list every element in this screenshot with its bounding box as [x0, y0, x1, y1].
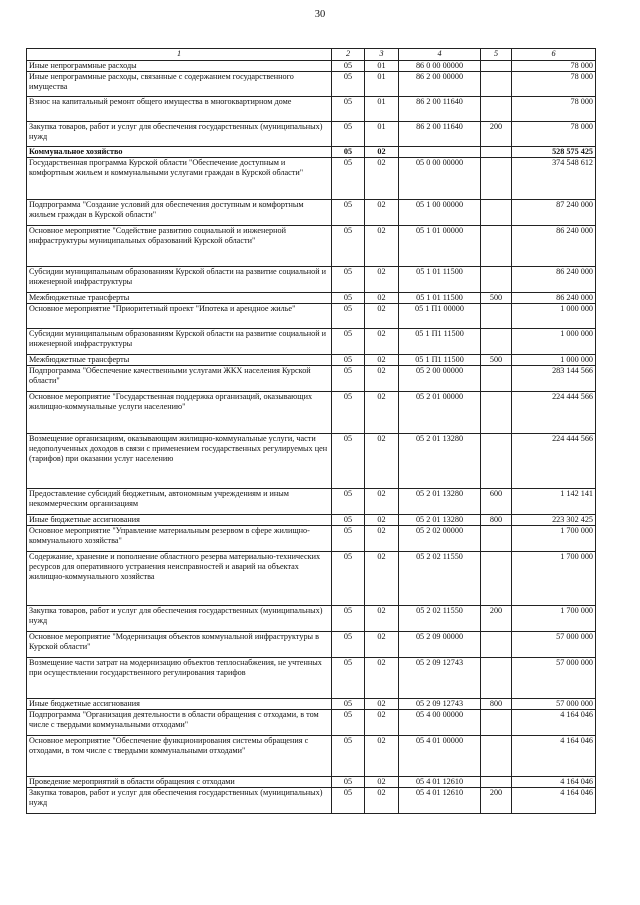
- header-col-6: 6: [512, 49, 596, 61]
- cell-subsection: 02: [365, 147, 399, 158]
- cell-expense-type: [481, 147, 512, 158]
- cell-name: Государственная программа Курской области "Обеспечение доступным и комфортным жильем и коммунальными услугами граждан в Курской области": [27, 158, 332, 200]
- cell-subsection: 02: [365, 366, 399, 392]
- cell-amount: 87 240 000: [512, 200, 596, 226]
- cell-section: 05: [332, 267, 365, 293]
- cell-subsection: 02: [365, 736, 399, 777]
- cell-subsection: 02: [365, 355, 399, 366]
- cell-name: Иные бюджетные ассигнования: [27, 515, 332, 526]
- cell-amount: 224 444 566: [512, 392, 596, 434]
- cell-subsection: 02: [365, 434, 399, 489]
- cell-section: 05: [332, 226, 365, 267]
- cell-name: Содержание, хранение и пополнение областного резерва материально-технических ресурсов для оперативного устранения неисправностей и аварий на объектах жилищно-коммунального хозяйства: [27, 552, 332, 606]
- cell-target-article: 05 2 09 12743: [399, 658, 481, 699]
- table-row: [27, 632, 596, 658]
- cell-name: Основное мероприятие "Управление материальным резервом в сфере жилищно-коммунального хозяйства": [27, 526, 332, 552]
- table-body: [27, 61, 596, 814]
- table-row: [27, 777, 596, 788]
- cell-subsection: 02: [365, 200, 399, 226]
- cell-target-article: 05 1 П1 11500: [399, 329, 481, 355]
- cell-expense-type: [481, 61, 512, 72]
- table-row: [27, 72, 596, 97]
- cell-target-article: 05 4 00 00000: [399, 710, 481, 736]
- page-number: 30: [314, 9, 326, 20]
- cell-subsection: 02: [365, 710, 399, 736]
- cell-subsection: 02: [365, 632, 399, 658]
- cell-target-article: 05 1 01 11500: [399, 267, 481, 293]
- table-row: [27, 552, 596, 606]
- cell-expense-type: [481, 777, 512, 788]
- cell-expense-type: 600: [481, 489, 512, 515]
- cell-expense-type: 500: [481, 293, 512, 304]
- cell-name: Возмещение части затрат на модернизацию объектов теплоснабжения, не учтенных при осуществлении государственного регулирования тарифов: [27, 658, 332, 699]
- cell-amount: 4 164 046: [512, 736, 596, 777]
- cell-expense-type: 200: [481, 122, 512, 147]
- header-col-3: 3: [365, 49, 399, 61]
- cell-target-article: 05 2 09 00000: [399, 632, 481, 658]
- cell-amount: 4 164 046: [512, 777, 596, 788]
- cell-target-article: 05 2 00 00000: [399, 366, 481, 392]
- cell-amount: 1 700 000: [512, 526, 596, 552]
- cell-expense-type: [481, 392, 512, 434]
- cell-name: Подпрограмма "Обеспечение качественными услугами ЖКХ населения Курской области": [27, 366, 332, 392]
- cell-expense-type: [481, 267, 512, 293]
- cell-amount: 86 240 000: [512, 226, 596, 267]
- cell-section: 05: [332, 552, 365, 606]
- cell-expense-type: [481, 632, 512, 658]
- cell-section: 05: [332, 658, 365, 699]
- table-row: [27, 434, 596, 489]
- cell-amount: 78 000: [512, 97, 596, 122]
- cell-target-article: 05 2 01 00000: [399, 392, 481, 434]
- cell-name: Проведение мероприятий в области обращения с отходами: [27, 777, 332, 788]
- cell-expense-type: [481, 329, 512, 355]
- cell-section: 05: [332, 788, 365, 814]
- cell-target-article: 05 2 09 12743: [399, 699, 481, 710]
- table-row: [27, 226, 596, 267]
- cell-amount: 78 000: [512, 72, 596, 97]
- cell-section: 05: [332, 515, 365, 526]
- cell-section: 05: [332, 736, 365, 777]
- cell-target-article: 05 2 01 13280: [399, 515, 481, 526]
- cell-section: 05: [332, 304, 365, 329]
- cell-section: 05: [332, 200, 365, 226]
- cell-expense-type: [481, 97, 512, 122]
- cell-amount: 1 000 000: [512, 304, 596, 329]
- cell-section: 05: [332, 526, 365, 552]
- table-row: [27, 147, 596, 158]
- cell-target-article: 05 1 01 11500: [399, 293, 481, 304]
- table-row: [27, 699, 596, 710]
- cell-name: Иные непрограммные расходы, связанные с содержанием государственного имущества: [27, 72, 332, 97]
- cell-subsection: 02: [365, 267, 399, 293]
- cell-amount: 4 164 046: [512, 710, 596, 736]
- cell-target-article: 05 4 01 00000: [399, 736, 481, 777]
- table-row: [27, 304, 596, 329]
- cell-expense-type: [481, 434, 512, 489]
- cell-section: 05: [332, 355, 365, 366]
- cell-name: Подпрограмма "Организация деятельности в области обращения с отходами, в том числе с твердыми коммунальными отходами": [27, 710, 332, 736]
- cell-name: Основное мероприятие "Государственная поддержка организаций, оказывающих жилищно-коммунальные услуги населению": [27, 392, 332, 434]
- cell-section: 05: [332, 489, 365, 515]
- header-col-2: 2: [332, 49, 365, 61]
- cell-section: 05: [332, 61, 365, 72]
- cell-target-article: 05 2 01 13280: [399, 489, 481, 515]
- cell-target-article: 05 2 02 00000: [399, 526, 481, 552]
- cell-expense-type: 200: [481, 606, 512, 632]
- table-row: [27, 122, 596, 147]
- cell-section: 05: [332, 293, 365, 304]
- cell-name: Подпрограмма "Создание условий для обеспечения доступным и комфортным жильем граждан в Курской области": [27, 200, 332, 226]
- cell-target-article: 05 4 01 12610: [399, 788, 481, 814]
- cell-target-article: 05 1 П1 11500: [399, 355, 481, 366]
- cell-amount: 224 444 566: [512, 434, 596, 489]
- cell-name: Межбюджетные трансферты: [27, 293, 332, 304]
- cell-name: Основное мероприятие "Приоритетный проект "Ипотека и арендное жилье": [27, 304, 332, 329]
- cell-section: 05: [332, 147, 365, 158]
- cell-subsection: 01: [365, 61, 399, 72]
- cell-section: 05: [332, 710, 365, 736]
- cell-name: Иные непрограммные расходы: [27, 61, 332, 72]
- table-header-row: [27, 49, 596, 61]
- table-row: [27, 329, 596, 355]
- cell-name: Межбюджетные трансферты: [27, 355, 332, 366]
- cell-amount: 57 000 000: [512, 632, 596, 658]
- cell-section: 05: [332, 606, 365, 632]
- cell-expense-type: [481, 366, 512, 392]
- cell-target-article: 86 0 00 00000: [399, 61, 481, 72]
- table-row: [27, 392, 596, 434]
- cell-subsection: 02: [365, 158, 399, 200]
- cell-name: Субсидии муниципальным образованиям Курской области на развитие социальной и инженерной инфраструктуры: [27, 329, 332, 355]
- cell-expense-type: 800: [481, 515, 512, 526]
- cell-subsection: 02: [365, 293, 399, 304]
- cell-amount: 1 142 141: [512, 489, 596, 515]
- cell-name: Коммунальное хозяйство: [27, 147, 332, 158]
- cell-expense-type: [481, 658, 512, 699]
- cell-subsection: 02: [365, 788, 399, 814]
- cell-expense-type: [481, 710, 512, 736]
- cell-subsection: 02: [365, 552, 399, 606]
- cell-section: 05: [332, 366, 365, 392]
- cell-name: Основное мероприятие "Обеспечение функционирования системы обращения с отходами, в том числе с твердыми коммунальными отходами": [27, 736, 332, 777]
- cell-subsection: 02: [365, 526, 399, 552]
- cell-name: Взнос на капитальный ремонт общего имущества в многоквартирном доме: [27, 97, 332, 122]
- cell-expense-type: [481, 200, 512, 226]
- cell-subsection: 02: [365, 515, 399, 526]
- cell-expense-type: 800: [481, 699, 512, 710]
- cell-expense-type: [481, 304, 512, 329]
- cell-expense-type: 500: [481, 355, 512, 366]
- cell-subsection: 01: [365, 122, 399, 147]
- cell-name: Закупка товаров, работ и услуг для обеспечения государственных (муниципальных) нужд: [27, 788, 332, 814]
- cell-target-article: 05 1 П1 00000: [399, 304, 481, 329]
- cell-section: 05: [332, 632, 365, 658]
- cell-name: Основное мероприятие "Содействие развитию социальной и инженерной инфраструктуры муниципальных образований Курской области": [27, 226, 332, 267]
- cell-section: 05: [332, 122, 365, 147]
- cell-expense-type: [481, 226, 512, 267]
- cell-subsection: 01: [365, 97, 399, 122]
- header-col-5: 5: [481, 49, 512, 61]
- cell-name: Субсидии муниципальным образованиям Курской области на развитие социальной и инженерной инфраструктуры: [27, 267, 332, 293]
- cell-expense-type: [481, 552, 512, 606]
- table-row: [27, 61, 596, 72]
- header-col-1: 1: [27, 49, 332, 61]
- cell-amount: 528 575 425: [512, 147, 596, 158]
- cell-target-article: 05 0 00 00000: [399, 158, 481, 200]
- cell-section: 05: [332, 434, 365, 489]
- table-row: [27, 97, 596, 122]
- cell-amount: 1 700 000: [512, 552, 596, 606]
- cell-target-article: [399, 147, 481, 158]
- cell-expense-type: 200: [481, 788, 512, 814]
- cell-subsection: 02: [365, 304, 399, 329]
- cell-name: Возмещение организациям, оказывающим жилищно-коммунальные услуги, части недополученных доходов в связи с применением государственных регулируемых цен (тарифов) при оказании услуг населению: [27, 434, 332, 489]
- table-row: [27, 267, 596, 293]
- cell-name: Закупка товаров, работ и услуг для обеспечения государственных (муниципальных) нужд: [27, 122, 332, 147]
- cell-expense-type: [481, 158, 512, 200]
- table-row: [27, 606, 596, 632]
- cell-target-article: 05 1 00 00000: [399, 200, 481, 226]
- cell-amount: 1 000 000: [512, 355, 596, 366]
- cell-expense-type: [481, 72, 512, 97]
- table-row: [27, 293, 596, 304]
- cell-name: Закупка товаров, работ и услуг для обеспечения государственных (муниципальных) нужд: [27, 606, 332, 632]
- cell-subsection: 02: [365, 329, 399, 355]
- cell-target-article: 86 2 00 00000: [399, 72, 481, 97]
- cell-section: 05: [332, 72, 365, 97]
- table-row: [27, 658, 596, 699]
- cell-name: Предоставление субсидий бюджетным, автономным учреждениям и иным некоммерческим организациям: [27, 489, 332, 515]
- cell-target-article: 05 1 01 00000: [399, 226, 481, 267]
- budget-table: [26, 48, 596, 814]
- table-row: [27, 158, 596, 200]
- cell-subsection: 02: [365, 489, 399, 515]
- cell-name: Основное мероприятие "Модернизация объектов коммунальной инфраструктуры в Курской области": [27, 632, 332, 658]
- table-row: [27, 736, 596, 777]
- cell-section: 05: [332, 392, 365, 434]
- cell-amount: 86 240 000: [512, 267, 596, 293]
- cell-section: 05: [332, 329, 365, 355]
- cell-section: 05: [332, 777, 365, 788]
- cell-amount: 78 000: [512, 122, 596, 147]
- cell-amount: 78 000: [512, 61, 596, 72]
- table-row: [27, 526, 596, 552]
- cell-section: 05: [332, 158, 365, 200]
- cell-target-article: 86 2 00 11640: [399, 97, 481, 122]
- cell-subsection: 02: [365, 226, 399, 267]
- cell-amount: 86 240 000: [512, 293, 596, 304]
- cell-target-article: 86 2 00 11640: [399, 122, 481, 147]
- table-row: [27, 515, 596, 526]
- cell-section: 05: [332, 97, 365, 122]
- cell-amount: 1 000 000: [512, 329, 596, 355]
- table-row: [27, 710, 596, 736]
- cell-amount: 374 548 612: [512, 158, 596, 200]
- cell-amount: 1 700 000: [512, 606, 596, 632]
- cell-target-article: 05 2 02 11550: [399, 552, 481, 606]
- header-col-4: 4: [399, 49, 481, 61]
- cell-amount: 223 302 425: [512, 515, 596, 526]
- cell-subsection: 02: [365, 606, 399, 632]
- table-row: [27, 788, 596, 814]
- cell-subsection: 01: [365, 72, 399, 97]
- cell-expense-type: [481, 526, 512, 552]
- cell-target-article: 05 4 01 12610: [399, 777, 481, 788]
- cell-expense-type: [481, 736, 512, 777]
- cell-amount: 57 000 000: [512, 699, 596, 710]
- cell-subsection: 02: [365, 392, 399, 434]
- cell-amount: 57 000 000: [512, 658, 596, 699]
- cell-name: Иные бюджетные ассигнования: [27, 699, 332, 710]
- table-row: [27, 489, 596, 515]
- table-row: [27, 200, 596, 226]
- table-row: [27, 355, 596, 366]
- cell-amount: 283 144 566: [512, 366, 596, 392]
- cell-subsection: 02: [365, 699, 399, 710]
- cell-section: 05: [332, 699, 365, 710]
- table-row: [27, 366, 596, 392]
- cell-subsection: 02: [365, 658, 399, 699]
- cell-subsection: 02: [365, 777, 399, 788]
- cell-amount: 4 164 046: [512, 788, 596, 814]
- cell-target-article: 05 2 01 13280: [399, 434, 481, 489]
- cell-target-article: 05 2 02 11550: [399, 606, 481, 632]
